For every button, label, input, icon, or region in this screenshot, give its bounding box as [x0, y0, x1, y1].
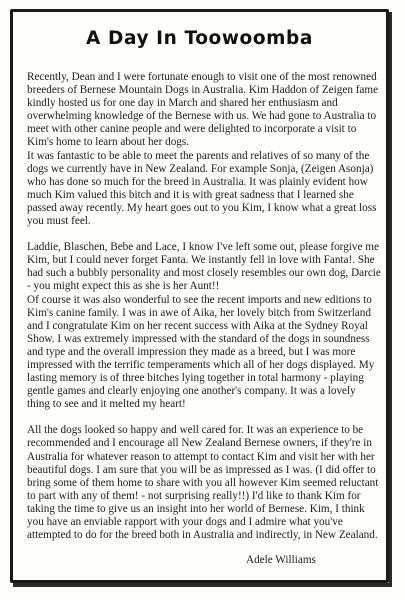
paragraph-intro: Recently, Dean and I were fortunate enough to visit one of the most renowned breeders of Bernese Mountain Dogs in Australia. Kim Haddon of Zeigen fame kindly hosted us for one day in March and shared her enthusiasm and overwhelming knowledge of the Bernese with us. We had gone to Australia to meet with other canine people and were delighted to incorporate a visit to Kim's home to learn about her dogs. — [27, 71, 379, 149]
frame-shadow-bottom — [13, 583, 392, 587]
author-signature: Adele Williams — [246, 554, 316, 566]
paragraph-sonja: It was fantastic to be able to meet the parents and relatives of so many of the dogs we currently have in New Zealand. For example Sonja, (Zeigen Asonja) who has done so much for the breed in Australia. It was plainly evident how much Kim valued this bitch and it is with great sadness that I learned she passed away recently. My heart goes out to you Kim, I know what a great loss you must feel. — [27, 149, 377, 228]
article-title: A Day In Toowoomba — [86, 28, 313, 49]
paragraph-imports: Of course it was also wonderful to see the recent imports and new editions to Kim's canine family. I was in awe of Aika, her lovely bitch from Switzerland and I congratulate Kim on her recent success with Aika at the Sydney Royal Show. I was extremely impressed with the standard of the dogs in soundness and type and the overall impression they made as a breed, but I was more impressed with the terrific temperaments which all of her dogs displayed. My lasting memory is of three bitches lying together in total harmony - playing gentle games and clearly enjoying one another's company. It was a lovely thing to see and it melted my heart! — [27, 293, 375, 411]
paragraph-closing: All the dogs looked so happy and well cared for. It was an experience to be recommended and I encourage all New Zealand Bernese owners, if they're in Australia for whatever reason to attempt to contact Kim and visit her with her beautiful dogs. I am sure that you will be as impressed as I was. (I did offer to bring some of them home to share with you all however Kim seemed reluctant to part with any of them! - not surprising really!!) I'd like to thank Kim for taking the time to give us an insight into her world of Bernese. Kim, I think you have an enviable rapport with your dogs and I admire what you've attempted to do for the breed both in Australia and indirectly, in New Zealand. — [27, 424, 379, 542]
article-body — [27, 71, 381, 542]
paragraph-fanta: Laddie, Blaschen, Bebe and Lace, I know I've left some out, please forgive me Kim, but I could never forget Fanta. We instantly fell in love with Fanta!. She had such a bubbly personality and most closely resembles our own dog, Darcie - you might expect this as she is her Aunt!! — [27, 241, 381, 293]
frame-shadow-right — [389, 12, 392, 587]
